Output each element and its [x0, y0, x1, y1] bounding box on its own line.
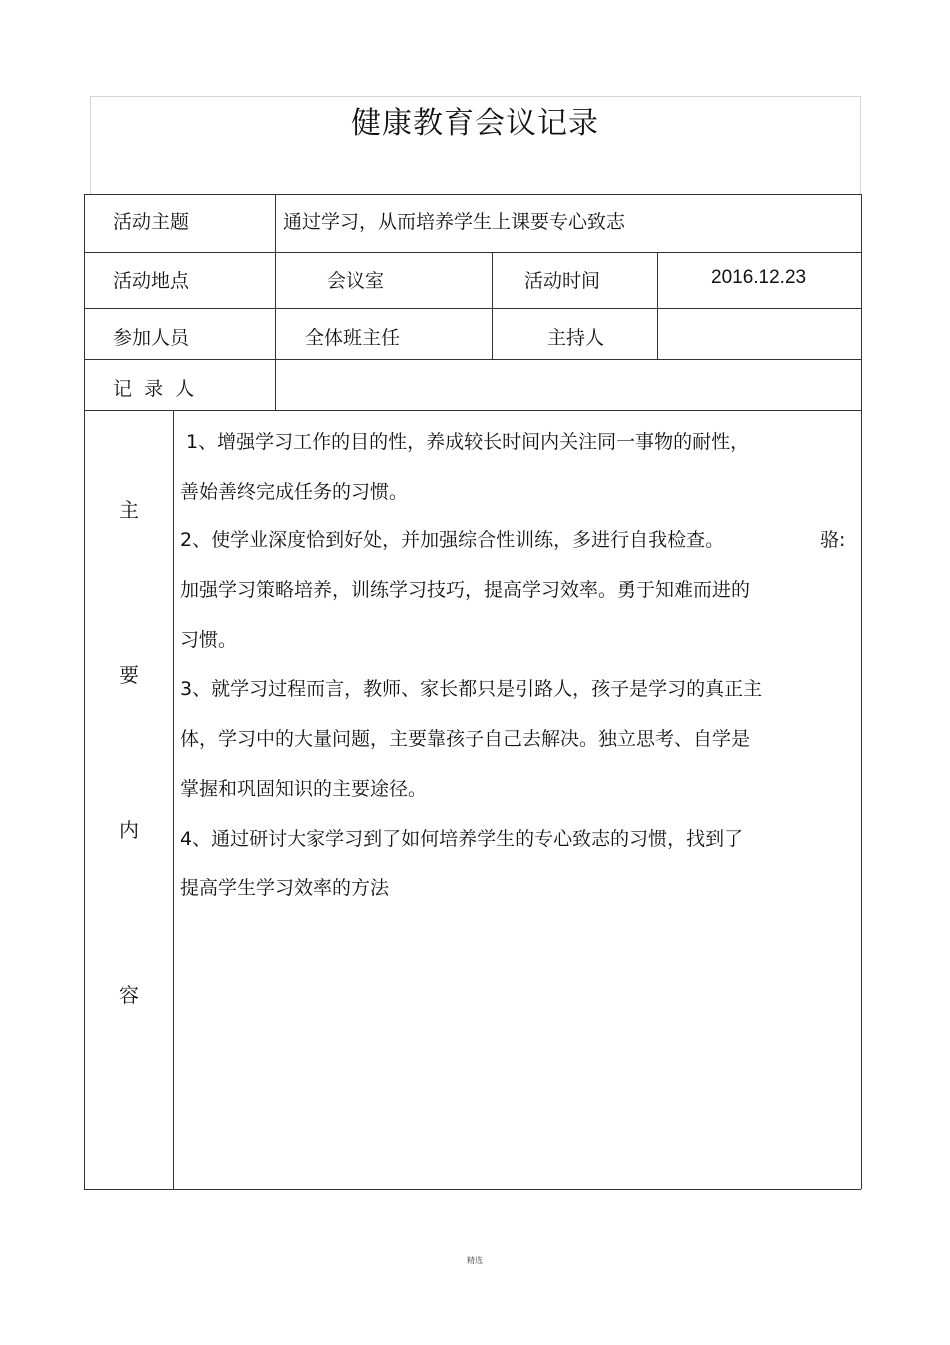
table-col-divider	[173, 410, 174, 1189]
main-content-label-char: 要	[119, 663, 139, 687]
table-col-divider	[657, 252, 658, 359]
content-line: 加强学习策略培养，训练学习技巧，提高学习效率。勇于知难而进的	[180, 579, 751, 601]
recorder-label: 记 录 人	[113, 378, 195, 400]
location-label: 活动地点	[113, 270, 190, 292]
content-line: 善始善终完成任务的习惯。	[180, 481, 409, 503]
table-border-left	[84, 194, 85, 1189]
content-line: 体，学习中的大量问题，主要靠孩子自己去解决。独立思考、自学是	[180, 728, 751, 750]
title-frame-top	[90, 96, 860, 97]
time-label: 活动时间	[524, 270, 601, 292]
table-border-right	[861, 194, 862, 1189]
table-border-bottom	[84, 1189, 861, 1190]
table-row-divider	[84, 410, 861, 411]
content-line: 掌握和巩固知识的主要途径。	[180, 778, 428, 800]
page-footer: 精选	[467, 1256, 483, 1265]
content-line: 骆:	[820, 529, 846, 551]
title-frame-right	[860, 96, 861, 194]
time-value: 2016.12.23	[711, 267, 807, 288]
document-title: 健康教育会议记录	[351, 106, 599, 141]
table-row-divider	[84, 252, 861, 253]
topic-value: 通过学习，从而培养学生上课要专心致志	[283, 211, 626, 233]
host-label: 主持人	[547, 327, 605, 349]
table-row-divider	[84, 359, 861, 360]
content-line: 4、通过研讨大家学习到了如何培养学生的专心致志的习惯，找到了	[180, 828, 744, 850]
content-line: 习惯。	[180, 629, 238, 651]
content-line: 提高学生学习效率的方法	[180, 877, 390, 899]
main-content-label-char: 内	[119, 818, 139, 842]
content-line: 2、使学业深度恰到好处，并加强综合性训练，多进行自我检查。	[180, 529, 725, 551]
content-line: 3、就学习过程而言，教师、家长都只是引路人，孩子是学习的真正主	[180, 678, 763, 700]
table-border-top	[84, 194, 861, 195]
main-content-label-char: 主	[119, 498, 139, 522]
table-col-divider	[492, 252, 493, 359]
participants-value: 全体班主任	[305, 327, 401, 349]
table-row-divider	[84, 308, 861, 309]
main-content-label-char: 容	[119, 983, 139, 1007]
content-line: 1、增强学习工作的目的性，养成较长时间内关注同一事物的耐性，	[186, 431, 750, 453]
topic-label: 活动主题	[113, 211, 190, 233]
participants-label: 参加人员	[113, 327, 190, 349]
table-col-divider	[275, 194, 276, 410]
location-value: 会议室	[327, 270, 385, 292]
